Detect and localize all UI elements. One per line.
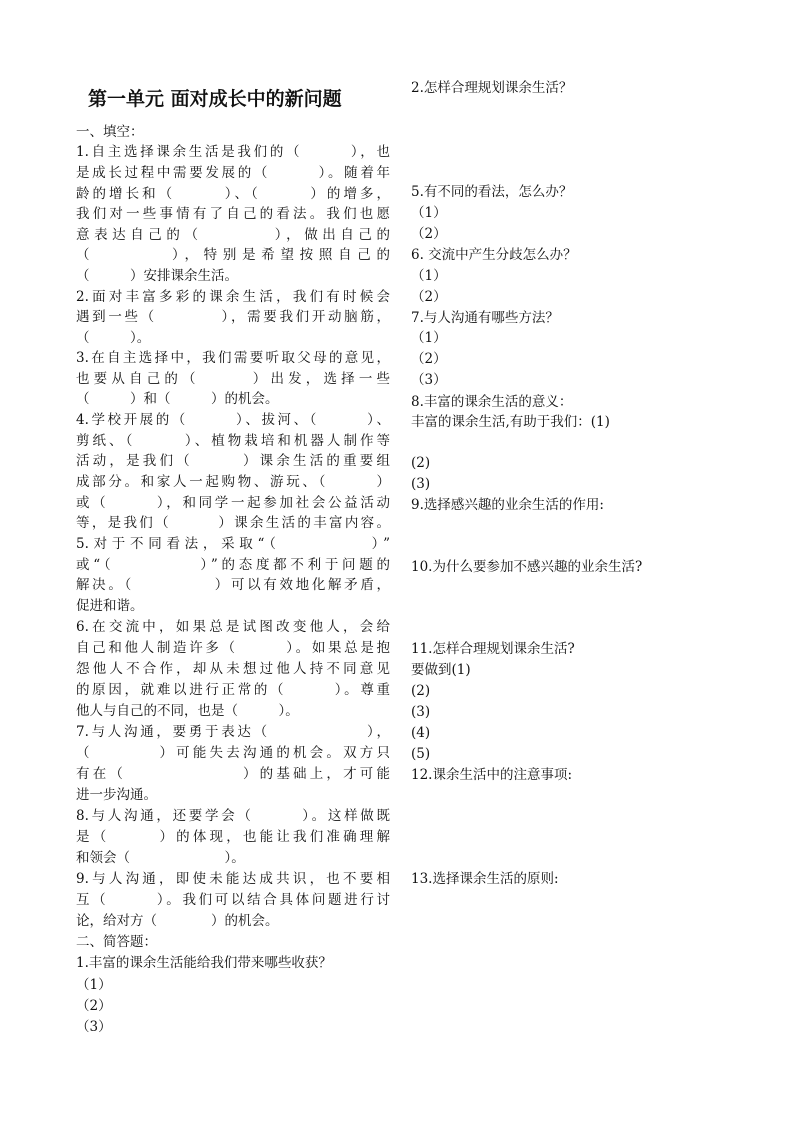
left-text-line: 是（ ）的体现，也能让我们准确理解 xyxy=(76,829,390,845)
left-text-line: 成部分。和家人一起购物、游玩、（ ） xyxy=(76,474,390,490)
left-text-line: 意表达自己的（ ），做出自己的 xyxy=(76,227,390,243)
right-text-line: 11.怎样合理规划课余生活? xyxy=(411,641,575,657)
left-text-line: 1.自主选择课余生活是我们的（ ），也 xyxy=(76,144,390,160)
left-text-line: 1.丰富的课余生活能给我们带来哪些收获？ xyxy=(76,955,332,971)
right-text-line: （2） xyxy=(411,289,447,305)
left-text-line: 是成长过程中需要发展的（ ）。随着年 xyxy=(76,165,390,181)
right-text-line: (4) xyxy=(411,725,431,741)
left-text-line: （1） xyxy=(76,977,112,993)
left-text-line: 我们对一些事情有了自己的看法。我们也愿 xyxy=(76,206,390,222)
left-text-line: 论，给对方（ ）的机会。 xyxy=(76,913,279,929)
right-text-line: （3） xyxy=(411,372,447,388)
right-text-line: 8.丰富的课余生活的意义： xyxy=(411,394,573,410)
left-text-line: 龄的增长和（ ）、（ ）的增多， xyxy=(76,186,390,202)
right-text-line: 6. 交流中产生分歧怎么办？ xyxy=(411,247,577,263)
left-text-line: 或“（ ）”的态度都不利于问题的 xyxy=(76,557,390,573)
right-text-line: (3) xyxy=(411,704,431,720)
left-text-line: 互（ ）。我们可以结合具体问题进行讨 xyxy=(76,892,390,908)
left-text-line: 剪纸、（ ）、植物栽培和机器人制作等 xyxy=(76,433,390,449)
left-text-line: 促进和谐。 xyxy=(76,598,144,614)
right-text-line: (2) xyxy=(411,455,431,471)
left-text-line: 9.与人沟通，即使未能达成共识，也不要相 xyxy=(76,871,390,887)
right-text-line: （1） xyxy=(411,330,447,346)
left-text-line: 遇到一些（ ），需要我们开动脑筋， xyxy=(76,309,390,325)
left-text-line: （ ）安排课余生活。 xyxy=(76,268,238,284)
right-text-line: （2） xyxy=(411,351,447,367)
left-text-line: 一、填空： xyxy=(76,124,144,140)
left-text-line: （3） xyxy=(76,1019,112,1035)
left-text-line: 8.与人沟通，还要学会（ ）。这样做既 xyxy=(76,808,390,824)
right-text-line: 12.课余生活中的注意事项: xyxy=(411,767,573,783)
right-text-line: (5) xyxy=(411,746,431,762)
left-text-line: 等，是我们（ ）课余生活的丰富内容。 xyxy=(76,515,390,531)
right-text-line: 9.选择感兴趣的业余生活的作用: xyxy=(411,497,604,513)
right-text-line: 10.为什么要参加不感兴趣的业余生活? xyxy=(411,559,643,575)
right-text-line: (2) xyxy=(411,683,431,699)
left-text-line: （ ）和（ ）的机会。 xyxy=(76,391,279,407)
right-text-line: 2.怎样合理规划课余生活？ xyxy=(411,80,573,96)
right-text-line: 13.选择课余生活的原则: xyxy=(411,871,559,887)
left-text-line: 7.与人沟通，要勇于表达（ ）， xyxy=(76,724,390,740)
right-text-line: （2） xyxy=(411,226,447,242)
left-text-line: 5.对于不同看法，采取“（ ）” xyxy=(76,536,390,552)
right-text-line: 5.有不同的看法，怎么办？ xyxy=(411,184,573,200)
left-text-line: 活动，是我们（ ）课余生活的重要组 xyxy=(76,453,390,469)
left-text-line: （ ）。 xyxy=(76,330,151,346)
left-text-line: 也要从自己的（ ）出发，选择一些 xyxy=(76,371,390,387)
left-text-line: （2） xyxy=(76,998,112,1014)
left-text-line: 6.在交流中，如果总是试图改变他人，会给 xyxy=(76,619,390,635)
right-text-line: 丰富的课余生活,有助于我们：(1) xyxy=(411,414,610,430)
left-text-line: 4.学校开展的（ ）、拔河、（ ）、 xyxy=(76,412,390,428)
left-text-line: （ ）可能失去沟通的机会。双方只 xyxy=(76,745,390,761)
left-text-line: 2.面对丰富多彩的课余生活，我们有时候会 xyxy=(76,289,390,305)
left-text-line: 自己和他人制造许多（ ）。如果总是抱 xyxy=(76,640,390,656)
left-text-line: 的原因，就难以进行正常的（ ）。尊重 xyxy=(76,682,390,698)
right-text-line: (3) xyxy=(411,476,431,492)
left-text-line: （ ），特别是希望按照自己的 xyxy=(76,247,390,263)
right-text-line: 要做到(1) xyxy=(411,662,471,678)
right-text-line: 7.与人沟通有哪些方法？ xyxy=(411,310,559,326)
left-text-line: 和领会（ ）。 xyxy=(76,850,245,866)
right-text-line: （1） xyxy=(411,268,447,284)
page-title: 第一单元 面对成长中的新问题 xyxy=(88,88,342,110)
left-text-line: 二、简答题： xyxy=(76,934,157,950)
right-text-line: （1） xyxy=(411,205,447,221)
left-text-line: 进一步沟通。 xyxy=(76,787,157,803)
left-text-line: 解决。（ ）可以有效地化解矛盾， xyxy=(76,577,390,593)
left-text-line: 3.在自主选择中，我们需要听取父母的意见， xyxy=(76,350,390,366)
left-text-line: 或（ ），和同学一起参加社会公益活动 xyxy=(76,495,390,511)
left-text-line: 怨他人不合作，却从未想过他人持不同意见 xyxy=(76,661,390,677)
left-text-line: 他人与自己的不同，也是（ ）。 xyxy=(76,703,299,719)
left-text-line: 有在（ ）的基础上，才可能 xyxy=(76,766,390,782)
